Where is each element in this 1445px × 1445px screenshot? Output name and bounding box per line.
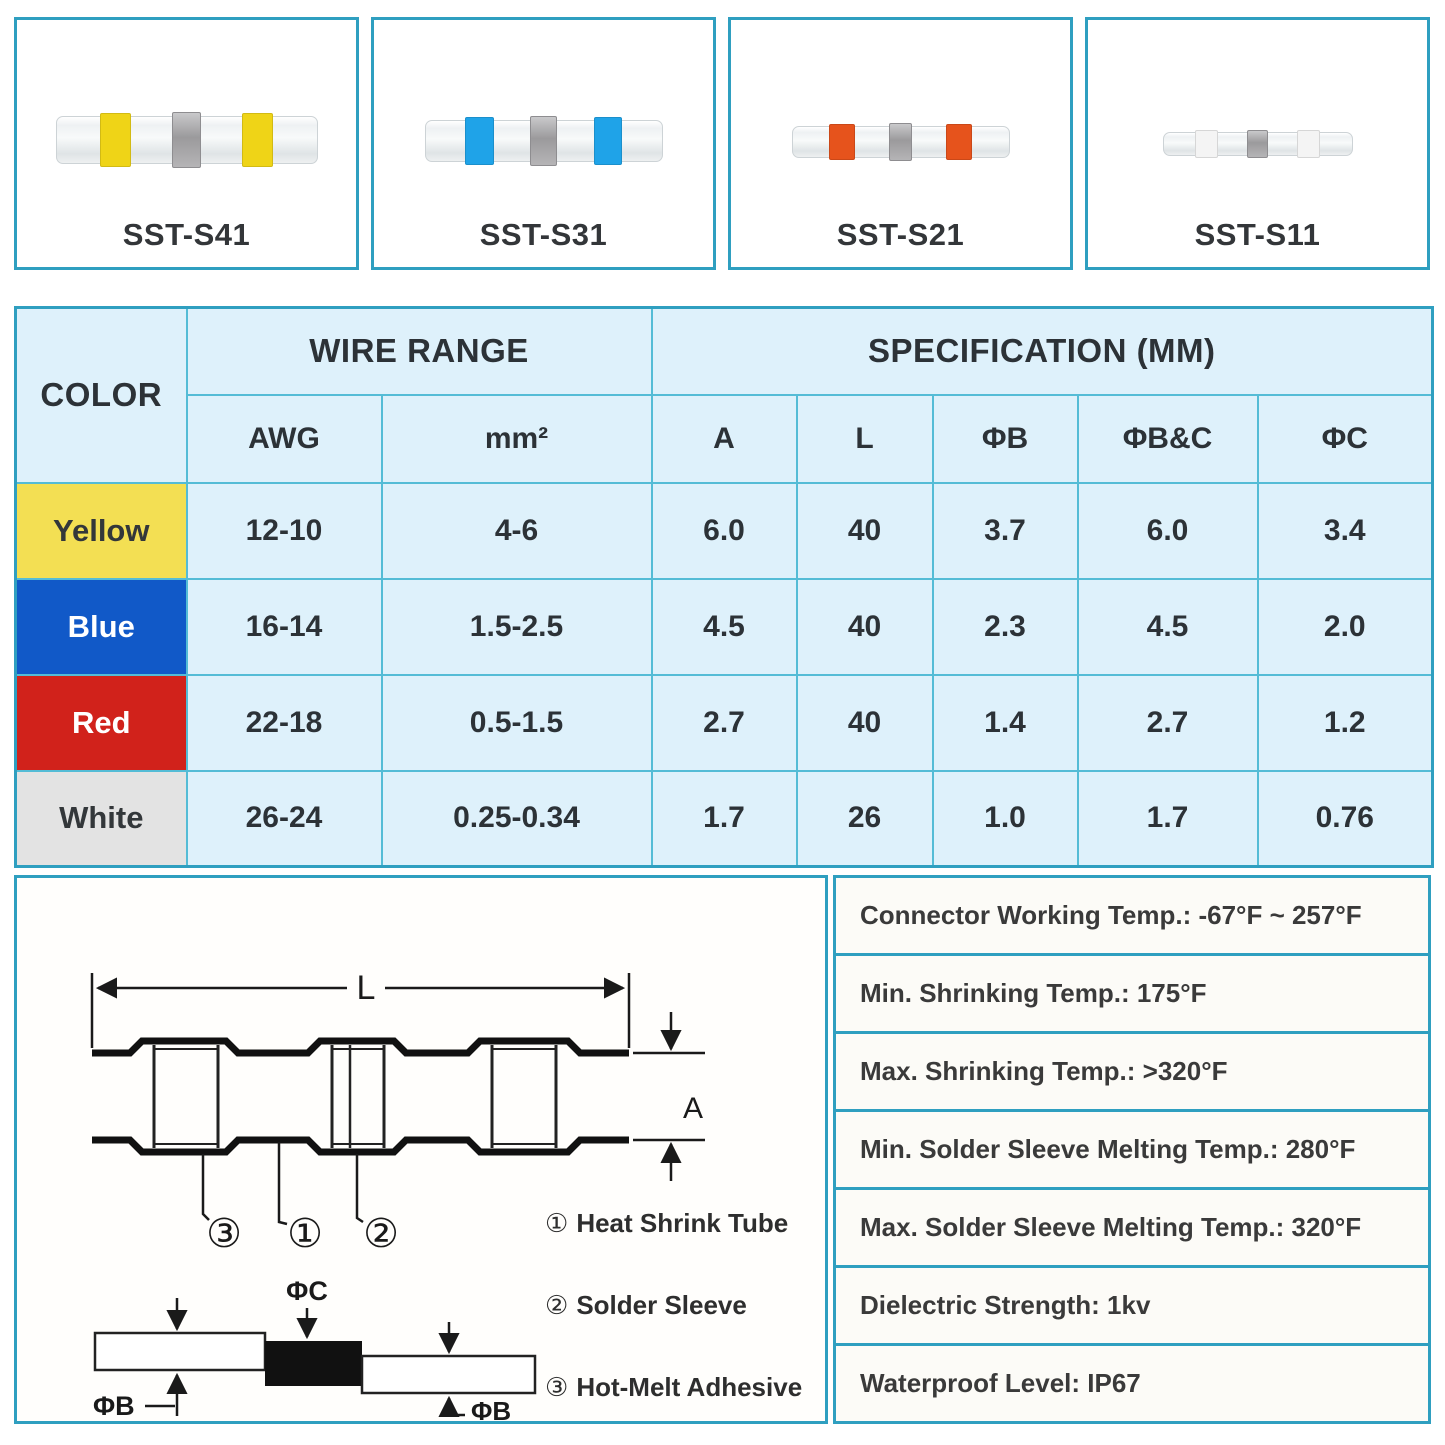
col-header-phi-b: ΦB [933,395,1078,483]
cell-awg: 26-24 [187,771,382,867]
cell-a: 6.0 [652,483,797,579]
connector-image-white [1163,132,1353,156]
color-swatch-white: White [16,771,187,867]
spec-row-working-temp: Connector Working Temp.: -67°F ~ 257°F [833,875,1431,956]
spec-table [14,306,1431,865]
cell-phi-c: 2.0 [1258,579,1433,675]
cell-l: 26 [797,771,933,867]
dim-label-phi-b-left: ΦB [93,1391,135,1421]
wire-right [362,1356,535,1393]
legend-num-2: ② [545,1290,569,1320]
cell-a: 2.7 [652,675,797,771]
table-row-yellow [16,483,1433,579]
product-box-sst-s31 [371,17,716,270]
dim-label-phi-c: ΦC [286,1276,328,1306]
connector-image-red [792,126,1010,158]
table-row-white [16,771,1433,867]
cell-mm2: 1.5-2.5 [382,579,652,675]
callout-1-heat-shrink-tube: ① [287,1212,323,1256]
cell-mm2: 4-6 [382,483,652,579]
cell-l: 40 [797,675,933,771]
col-header-a: A [652,395,797,483]
table-row-blue [16,579,1433,675]
cell-phi-b: 2.3 [933,579,1078,675]
cell-phi-bc: 1.7 [1078,771,1258,867]
cell-phi-b: 1.4 [933,675,1078,771]
connector-band [594,117,623,165]
cell-phi-b: 1.0 [933,771,1078,867]
spec-list [833,875,1431,1424]
spec-row-min-solder-melting-temp: Min. Solder Sleeve Melting Temp.: 280°F [833,1109,1431,1190]
table-row-red [16,675,1433,771]
legend-heat-shrink-tube [545,1208,788,1239]
cell-phi-bc: 4.5 [1078,579,1258,675]
legend-label-2: Solder Sleeve [576,1290,747,1320]
col-header-specification: SPECIFICATION (MM) [652,308,1433,395]
col-header-l: L [797,395,933,483]
product-model-label: SST-S21 [836,217,965,252]
connector-band [946,124,972,160]
solder-ring [889,123,913,161]
solder-ring [530,116,556,166]
color-swatch-red: Red [16,675,187,771]
cell-awg: 22-18 [187,675,382,771]
cell-l: 40 [797,579,933,675]
connector-band [829,124,855,160]
legend-label-3: Hot-Melt Adhesive [576,1372,803,1402]
connector-band [1297,130,1320,157]
color-swatch-yellow: Yellow [16,483,187,579]
connector-dimension-drawing [17,878,825,1421]
spec-row-dielectric-strength: Dielectric Strength: 1kv [833,1265,1431,1346]
spec-row-waterproof-level: Waterproof Level: IP67 [833,1343,1431,1424]
cell-awg: 12-10 [187,483,382,579]
cell-a: 4.5 [652,579,797,675]
cell-phi-c: 0.76 [1258,771,1433,867]
cell-awg: 16-14 [187,579,382,675]
connector-image-blue [425,120,663,162]
legend-num-3: ③ [545,1372,569,1402]
spec-row-max-shrinking-temp: Max. Shrinking Temp.: >320°F [833,1031,1431,1112]
product-box-sst-s41 [14,17,359,270]
cell-mm2: 0.25-0.34 [382,771,652,867]
col-header-awg: AWG [187,395,382,483]
legend-num-1: ① [545,1208,569,1238]
col-header-mm2: mm² [382,395,652,483]
cell-phi-c: 3.4 [1258,483,1433,579]
spec-row-max-solder-melting-temp: Max. Solder Sleeve Melting Temp.: 320°F [833,1187,1431,1268]
callout-3-hot-melt-adhesive: ③ [206,1212,242,1256]
connector-image-yellow [56,116,318,164]
product-model-label: SST-S41 [122,217,251,252]
color-swatch-blue: Blue [16,579,187,675]
cell-a: 1.7 [652,771,797,867]
solder-ring [1247,130,1268,158]
technical-diagram [14,875,828,1424]
cell-l: 40 [797,483,933,579]
col-header-wire-range: WIRE RANGE [187,308,652,395]
wire-left [95,1333,265,1370]
spec-row-min-shrinking-temp: Min. Shrinking Temp.: 175°F [833,953,1431,1034]
product-box-sst-s11 [1085,17,1430,270]
solder-joint [265,1341,362,1386]
callout-2-solder-sleeve: ② [363,1212,399,1256]
connector-band [242,113,273,168]
cell-mm2: 0.5-1.5 [382,675,652,771]
col-header-color: COLOR [16,308,187,483]
dim-label-a: A [683,1092,704,1125]
product-model-label: SST-S11 [1194,217,1321,252]
cell-phi-bc: 2.7 [1078,675,1258,771]
cell-phi-b: 3.7 [933,483,1078,579]
col-header-phi-bc: ΦB&C [1078,395,1258,483]
legend-label-1: Heat Shrink Tube [576,1208,789,1238]
col-header-phi-c: ΦC [1258,395,1433,483]
connector-band [100,113,131,168]
legend-solder-sleeve [545,1290,747,1321]
dim-label-l: L [356,969,376,1007]
product-box-sst-s21 [728,17,1073,270]
connector-band [1195,130,1218,157]
cell-phi-bc: 6.0 [1078,483,1258,579]
connector-band [465,117,494,165]
cell-phi-c: 1.2 [1258,675,1433,771]
dim-label-phi-b-right: ΦB [471,1396,512,1421]
solder-ring [172,112,201,169]
product-model-label: SST-S31 [479,217,608,252]
legend-hot-melt-adhesive [545,1372,802,1403]
